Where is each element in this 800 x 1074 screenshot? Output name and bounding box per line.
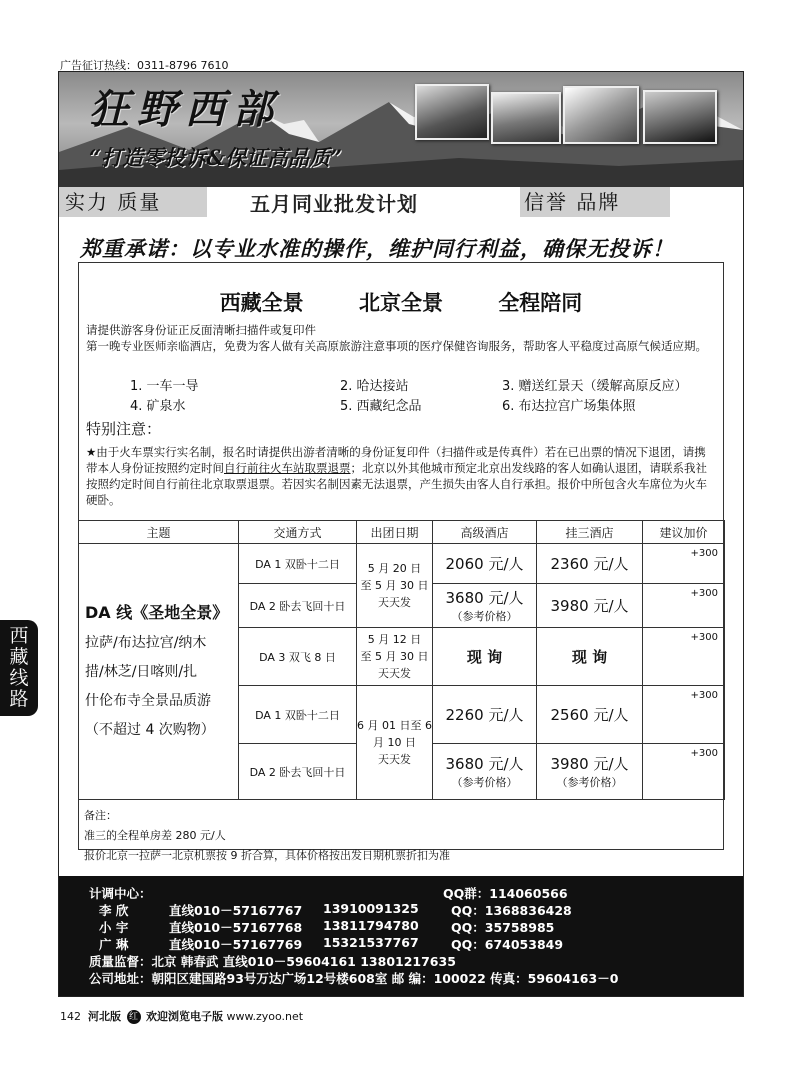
contact-1-qq: QQ：1368836428 [451,903,572,918]
strip-right: 信誉 品牌 [520,187,670,217]
ad-hotline: 广告征订热线：0311-8796 7610 [60,59,229,72]
company-address: 公司地址：朝阳区建国路93号万达广场12号楼608室 邮 编：100022 传真：59604163－0 [89,971,619,986]
headline-escort: 全程陪同 [498,291,583,315]
footer-qq-group: QQ群：114060566 [443,886,568,901]
remark-line-2: 报价北京一拉萨一北京机票按 9 折合算，具体价格按出发日期机票折扣为准 [84,849,450,862]
price-a-4: 2260 元/人 [433,686,537,744]
theme-title: DA 线《圣地全景》 [85,603,229,622]
add-2: +300 [643,584,725,628]
magazine-logo-icon: 红 [127,1010,141,1024]
side-tab-char-4: 路 [9,688,29,710]
date-2-l1: 5 月 12 日 [367,633,422,646]
notice-part-1: ★由于火车票实行实名制，报名时请提供出游者清晰的身份证复印件（扫描件或是传真件）若在已出票的情况下退团，请携带本人身份证按照约定时间 [86,445,706,475]
date-range-3 [357,686,433,800]
table-header [79,521,725,544]
add-5: +300 [643,744,725,800]
photo-4 [643,90,717,144]
contact-3-name: 广 琳 [99,937,129,952]
price-a-1: 2060 元/人 [433,544,537,584]
price-a-5-cell [433,744,537,800]
contact-1-name: 李 欣 [99,903,129,918]
price-a-3: 现 询 [433,628,537,686]
contact-3-mobile: 15321537767 [323,935,419,950]
contact-2-tel: 直线010－57167768 [169,920,303,935]
date-range-2 [357,628,433,686]
price-a-5-note: （参考价格） [451,776,518,789]
th-transport: 交通方式 [239,521,357,544]
add-3: +300 [643,628,725,686]
side-tab-tibet-routes [0,620,38,716]
special-notice [86,444,716,508]
banner [59,72,743,187]
contact-3-qq: QQ：674053849 [451,937,564,952]
headline-beijing: 北京全景 [359,291,443,315]
remark-title: 备注： [84,809,117,822]
photo-1 [415,84,489,140]
contact-footer [59,876,743,996]
side-tab-char-1: 西 [9,625,29,647]
headlines [78,287,724,317]
remarks [84,806,450,866]
price-b-4: 2560 元/人 [537,686,643,744]
welcome-text: 欢迎浏览电子版 [146,1010,223,1023]
price-a-2-note: （参考价格） [451,610,518,623]
date-range-1 [357,544,433,628]
intro-id-request: 请提供游客身份证正反面清晰扫描件或复印件 [86,323,316,337]
photo-2 [491,92,561,144]
date-1-l2: 至 5 月 30 日 [360,579,429,592]
website-link[interactable]: www.zyoo.net [226,1010,304,1023]
theme-cell [79,544,239,800]
contact-2-name: 小 宇 [99,920,129,935]
side-tab-char-3: 线 [9,667,29,689]
plan-title: 五月同业批发计划 [250,192,418,216]
theme-desc-2: 措/林芝/日喀则/扎 [85,664,198,680]
date-2-l2: 至 5 月 30 日 [360,650,429,663]
price-a-2-cell [433,584,537,628]
date-1-l3: 天天发 [378,596,411,609]
side-tab-char-2: 藏 [9,646,29,668]
feature-2: 2. 哈达接站 [340,379,409,394]
feature-4: 4. 矿泉水 [130,399,186,414]
date-3-l1: 6 月 01 日至 6 [357,719,432,732]
price-a-2: 3680 元/人 [445,589,524,607]
intro-medical: 第一晚专业医师亲临酒店，免费为客人做有关高原旅游注意事项的医疗保健咨询服务，帮助客人平稳度过高原气候适应期。 [86,339,707,353]
special-title: 特别注意： [86,420,162,438]
price-b-2: 3980 元/人 [537,584,643,628]
headline-tibet: 西藏全景 [219,291,304,315]
quality-supervisor: 质量监督：北京 韩春武 直线010－59604161 13801217635 [89,954,456,969]
add-4: +300 [643,686,725,744]
brand-title: 狂野西部 [89,86,281,133]
th-theme: 主题 [79,521,239,544]
notice-part-2: ；北京以外其他城市预定北京出发线路的客人如确认退团，请联系我社按照约定时间自行前往北京取票退票。若因实名制因素无法退票，产生损失由客人自行承担。报价中所包含火车席位为火车硬卧。 [86,461,707,507]
remark-line-1: 准三的全程单房差 280 元/人 [84,829,226,842]
contact-2-qq: QQ：35758985 [451,920,555,935]
price-b-5-note: （参考价格） [556,776,623,789]
feature-5: 5. 西藏纪念品 [340,399,422,414]
feature-3: 3. 赠送红景天（缓解高原反应） [502,379,688,394]
theme-desc-1: 拉萨/布达拉宫/纳木 [85,635,207,651]
table-row [79,544,725,584]
footer-center-label: 计调中心： [89,886,152,901]
price-b-5: 3980 元/人 [550,755,629,773]
price-b-1: 2360 元/人 [537,544,643,584]
route-table [78,520,725,800]
page-footer [60,1008,303,1024]
price-b-3: 现 询 [537,628,643,686]
brand-slogan: “打造零投诉&保证高品质” [89,145,343,170]
date-3-l3: 天天发 [378,753,411,766]
contact-3-tel: 直线010－57167769 [169,937,303,952]
price-b-5-cell [537,744,643,800]
transport-4: DA 1 双卧十二日 [239,686,357,744]
date-2-l3: 天天发 [378,667,411,680]
promise-line: 郑重承诺：以专业水准的操作，维护同行利益，确保无投诉！ [80,237,674,261]
transport-3: DA 3 双飞 8 日 [239,628,357,686]
th-hotel-a: 高级酒店 [433,521,537,544]
page-number: 142 [60,1010,81,1023]
theme-desc-4: （不超过 4 次购物） [85,722,215,738]
date-3-l2: 月 10 日 [373,736,416,749]
contact-1-mobile: 13910091325 [323,901,419,916]
transport-2: DA 2 卧去飞回十日 [239,584,357,628]
photo-3 [563,86,639,144]
contact-2-mobile: 13811794780 [323,918,419,933]
edition: 河北版 [88,1010,121,1023]
date-1-l1: 5 月 20 日 [367,562,422,575]
feature-1: 1. 一车一导 [130,379,199,394]
feature-6: 6. 布达拉宫广场集体照 [502,399,636,414]
th-date: 出团日期 [357,521,433,544]
strip-left: 实力 质量 [59,187,207,217]
th-hotel-b: 挂三酒店 [537,521,643,544]
transport-1: DA 1 双卧十二日 [239,544,357,584]
add-1: +300 [643,544,725,584]
contact-1-tel: 直线010－57167767 [169,903,303,918]
theme-desc-3: 什伦布寺全景品质游 [85,693,211,709]
th-add: 建议加价 [643,521,725,544]
notice-underlined: 自行前往火车站取票退票 [224,461,351,475]
transport-5: DA 2 卧去飞回十日 [239,744,357,800]
price-a-5: 3680 元/人 [445,755,524,773]
